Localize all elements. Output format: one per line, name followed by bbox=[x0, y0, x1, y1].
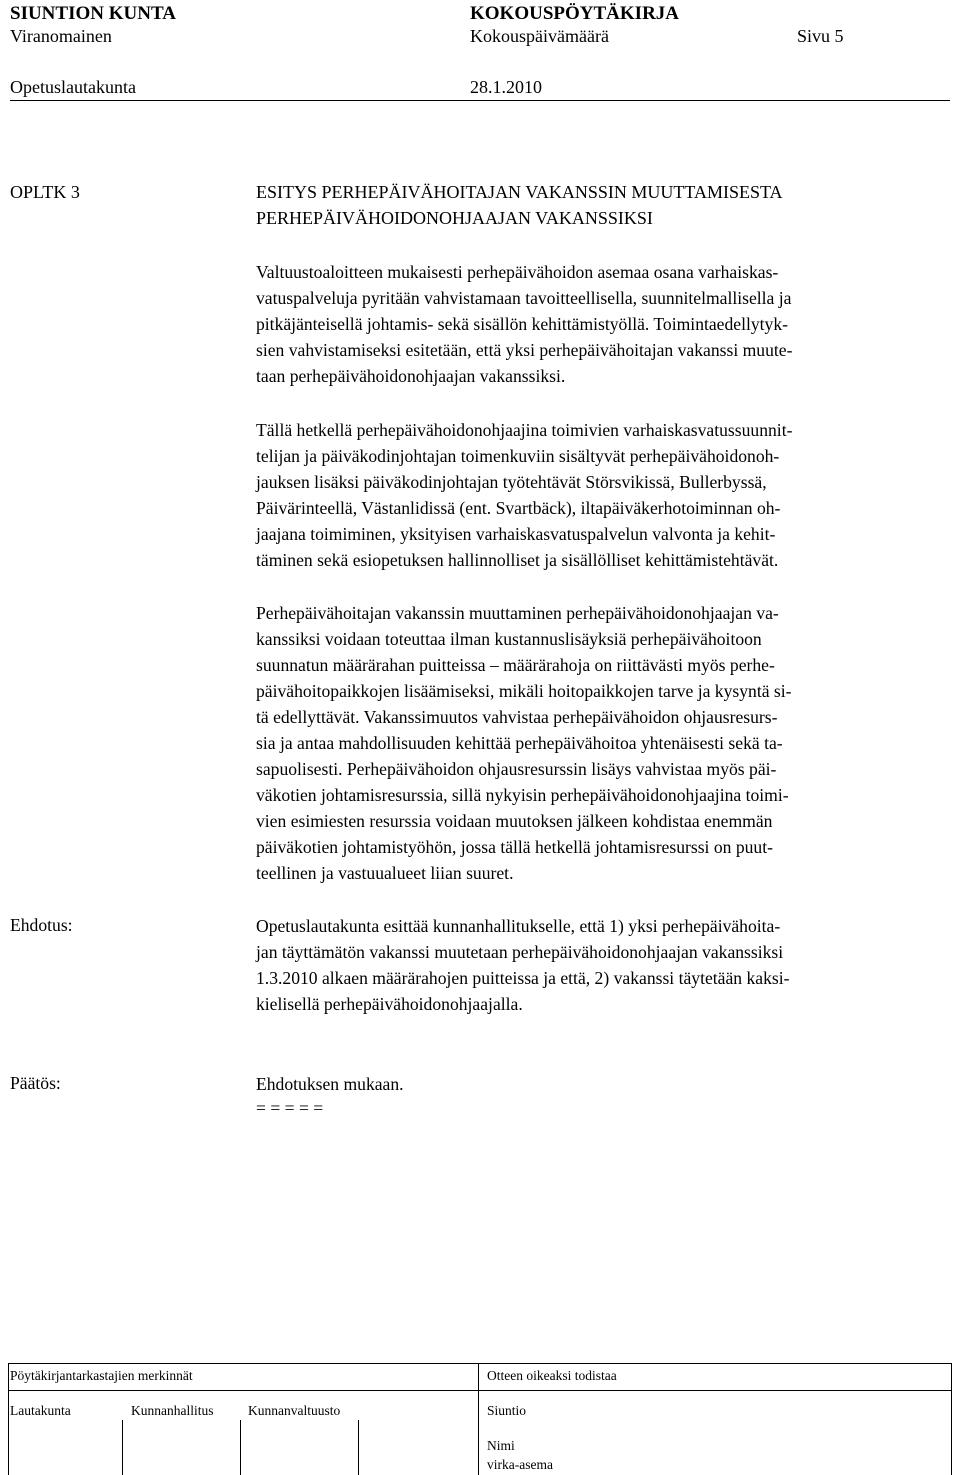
paragraph-line: päivähoitopaikkojen lisäämiseksi, mikäli hoitopaikkojen tarve ja kysyntä si- bbox=[256, 681, 792, 701]
name-label: Nimi bbox=[487, 1438, 515, 1453]
paragraph-line: täminen sekä esiopetuksen hallinnolliset ja sisällölliset kehittämistehtävät. bbox=[256, 550, 779, 570]
paragraph-line: päiväkotien johtamistyöhön, jossa tällä hetkellä johtamisresurssi on puut- bbox=[256, 837, 773, 857]
paragraph-1 bbox=[256, 259, 944, 389]
title-label: virka-asema bbox=[487, 1457, 553, 1472]
decision-text bbox=[256, 1071, 944, 1119]
paragraph-line: sia ja antaa mahdollisuuden kehittää perhepäivähoitoa yhtenäisesti sekä ta- bbox=[256, 733, 783, 753]
paragraph-line: Tällä hetkellä perhepäivähoidonohjaajina toimivien varhaiskasvatussuunnit- bbox=[256, 420, 793, 440]
certified-title: Otteen oikeaksi todistaa bbox=[487, 1368, 617, 1383]
footer-col-divider-1 bbox=[122, 1420, 123, 1475]
paragraph-2 bbox=[256, 417, 944, 573]
paragraph-line: vien esimiesten resurssia voidaan muutoksen jälkeen kohdistaa enemmän bbox=[256, 811, 773, 831]
authority-name: Opetuslautakunta bbox=[10, 77, 136, 97]
proposal-line: kielisellä perhepäivähoidonohjaajalla. bbox=[256, 994, 523, 1014]
checkers-title: Pöytäkirjantarkastajien merkinnät bbox=[10, 1368, 193, 1383]
paragraph-3 bbox=[256, 600, 944, 886]
footer-mid-rule bbox=[8, 1390, 952, 1391]
proposal-line: Opetuslautakunta esittää kunnanhallitukselle, että 1) yksi perhepäivähoita- bbox=[256, 916, 781, 936]
paragraph-line: taan perhepäivähoidonohjaajan vakanssiksi. bbox=[256, 366, 566, 386]
proposal-line: jan täyttämätön vakanssi muutetaan perhepäivähoidonohjaajan vakanssiksi bbox=[256, 942, 784, 962]
meeting-date-label: Kokouspäivämäärä bbox=[470, 26, 609, 46]
paragraph-line: Valtuustoaloitteen mukaisesti perhepäivähoidon asemaa osana varhaiskas- bbox=[256, 262, 779, 282]
paragraph-line: telijan ja päiväkodinjohtajan toimenkuviin sisältyvät perhepäivähoidonoh- bbox=[256, 446, 780, 466]
paragraph-line: jaajana toimiminen, yksityisen varhaiskasvatuspalvelun valvonta ja kehit- bbox=[256, 524, 776, 544]
decision-line: Ehdotuksen mukaan. bbox=[256, 1074, 404, 1094]
page-number: Sivu 5 bbox=[797, 26, 844, 46]
end-mark: = = = = = bbox=[256, 1098, 324, 1118]
paragraph-line: suunnatun määrärahan puitteissa – määrärahoja on riittävästi myös perhe- bbox=[256, 655, 775, 675]
municipality-name: SIUNTION KUNTA bbox=[10, 3, 176, 24]
board-label: Lautakunta bbox=[10, 1403, 71, 1418]
paragraph-line: pitkäjänteisellä johtamis- sekä sisällön kehittämistyöllä. Toimintaedellytyk- bbox=[256, 314, 789, 334]
paragraph-line: Perhepäivähoitajan vakanssin muuttaminen perhepäivähoidonohjaajan va- bbox=[256, 603, 779, 623]
footer-center-divider bbox=[478, 1363, 479, 1475]
footer-top-rule bbox=[8, 1363, 952, 1364]
paragraph-line: sien vahvistamiseksi esitetään, että yksi perhepäivähoitajan vakanssi muute- bbox=[256, 340, 793, 360]
proposal-text bbox=[256, 913, 944, 1017]
proposal-line: 1.3.2010 alkaen määrärahojen puitteissa ja että, 2) vakanssi täytetään kaksi- bbox=[256, 968, 790, 988]
authority-label: Viranomainen bbox=[10, 26, 112, 46]
paragraph-line: teellinen ja vastuualueet liian suuret. bbox=[256, 863, 514, 883]
decision-label: Päätös: bbox=[10, 1073, 61, 1093]
footer-left-border bbox=[8, 1363, 9, 1475]
paragraph-line: tä edellyttävät. Vakanssimuutos vahvistaa perhepäivähoidon ohjausresurs- bbox=[256, 707, 778, 727]
footer-col-divider-2 bbox=[240, 1420, 241, 1475]
meeting-date: 28.1.2010 bbox=[470, 77, 542, 97]
council-label: Kunnanvaltuusto bbox=[248, 1403, 341, 1418]
paragraph-line: jauksen lisäksi päiväkodinjohtajan työtehtävät Störsvikissä, Bullerbyssä, bbox=[256, 472, 767, 492]
section-title-line-2: PERHEPÄIVÄHOIDONOHJAAJAN VAKANSSIKSI bbox=[256, 208, 653, 228]
paragraph-line: vatuspalveluja pyritään vahvistamaan tavoitteellisella, suunnitelmallisella ja bbox=[256, 288, 792, 308]
place-label: Siuntio bbox=[487, 1403, 527, 1418]
header-rule bbox=[10, 100, 950, 101]
proposal-label: Ehdotus: bbox=[10, 915, 73, 935]
paragraph-line: sapuolisesti. Perhepäivähoidon ohjausresurssin lisäys vahvistaa myös päi- bbox=[256, 759, 777, 779]
section-title-line-1: ESITYS PERHEPÄIVÄHOITAJAN VAKANSSIN MUUTTAMISESTA bbox=[256, 182, 783, 202]
footer-col-divider-3 bbox=[358, 1420, 359, 1475]
footer-right-border bbox=[951, 1363, 952, 1475]
paragraph-line: Päivärinteellä, Västanlidissä (ent. Svartbäck), iltapäiväkerhotoiminnan oh- bbox=[256, 498, 781, 518]
paragraph-line: väkotien johtamisresurssia, sillä nykyisin perhepäivähoidonohjaajina toimi- bbox=[256, 785, 789, 805]
document-type: KOKOUSPÖYTÄKIRJA bbox=[470, 3, 680, 24]
section-number: OPLTK 3 bbox=[10, 182, 80, 202]
government-label: Kunnanhallitus bbox=[131, 1403, 214, 1418]
paragraph-line: kanssiksi voidaan toteuttaa ilman kustannuslisäyksiä perhepäivähoitoon bbox=[256, 629, 762, 649]
